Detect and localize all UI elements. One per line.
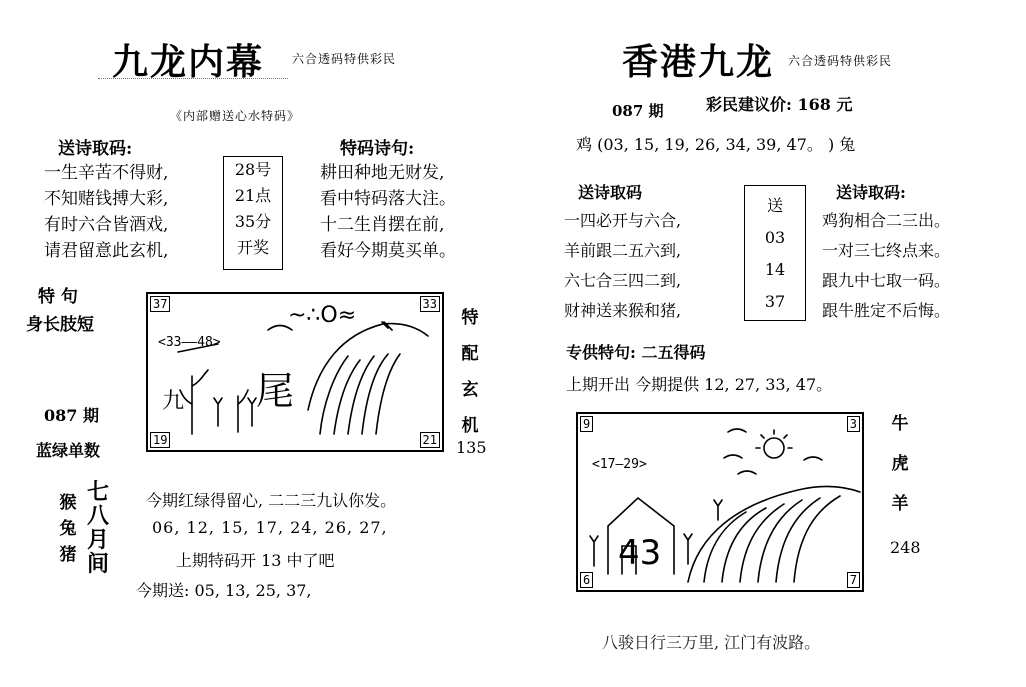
tail-char: 尾 xyxy=(256,369,295,413)
vertical-char: 牛 xyxy=(891,414,909,434)
poem-line: 羊前跟二五六到, xyxy=(564,241,682,260)
right-title: 香港九龙 xyxy=(622,41,775,83)
sketch-number: 43 xyxy=(618,533,662,573)
left-line3: 上期特码开 13 中了吧 xyxy=(176,551,335,570)
code-poem-head: 特码诗句: xyxy=(340,139,415,159)
draw-date: 28号 xyxy=(234,160,272,179)
gift-box xyxy=(744,185,806,321)
sketch-drawing xyxy=(148,294,442,450)
poem-line: 请君留意此玄机, xyxy=(44,241,169,261)
corner-tr: 3 xyxy=(847,416,860,432)
left-number: 135 xyxy=(456,438,487,457)
poem-line: 跟牛胜定不后悔。 xyxy=(822,301,951,320)
vertical-char: 虎 xyxy=(891,454,909,474)
right-poem-head-right: 送诗取码: xyxy=(836,183,906,202)
draw-hour: 21点 xyxy=(234,186,272,205)
poem-line: 跟九中七取一码。 xyxy=(822,271,951,290)
right-vertical-text xyxy=(890,404,910,524)
arrow-label: <33——48> xyxy=(158,335,221,350)
corner-br: 7 xyxy=(847,572,860,588)
month-col xyxy=(86,480,110,576)
code-poem xyxy=(320,160,456,264)
month-char: 间 xyxy=(86,551,109,577)
draw-minute: 35分 xyxy=(234,212,272,231)
right-price: 彩民建议价: 168 元 xyxy=(706,95,853,114)
vertical-char: 机 xyxy=(461,416,479,436)
gift-label: 送 xyxy=(766,196,783,215)
sun-sketch: ~∴O≈ xyxy=(288,303,357,328)
right-poem-right xyxy=(822,206,950,326)
poem-line: 六七合三四二到, xyxy=(564,271,682,290)
right-special: 专供特句: 二五得码 xyxy=(566,343,706,362)
left-poem xyxy=(44,160,168,264)
zodiac-col xyxy=(58,490,78,568)
right-picture xyxy=(576,412,864,592)
left-note: 《内部赠送心水特码》 xyxy=(170,109,301,123)
left-picture xyxy=(146,292,444,452)
poem-line: 有时六合皆酒戏, xyxy=(44,215,169,235)
poem-line: 鸡狗相合二三出。 xyxy=(822,211,951,230)
corner-tr: 33 xyxy=(420,296,440,312)
poem-line: 一生辛苦不得财, xyxy=(44,163,169,183)
left-period: 087 期 xyxy=(44,406,99,425)
poem-line: 十二生肖摆在前, xyxy=(320,215,445,235)
poem-line: 财神送来猴和猪, xyxy=(564,301,682,320)
draw-time-box xyxy=(223,156,283,270)
range-label: <17—29> xyxy=(592,457,647,472)
right-number: 248 xyxy=(890,538,921,557)
left-title: 九龙内幕 xyxy=(112,41,265,83)
corner-tl: 37 xyxy=(150,296,170,312)
right-last-line: 上期开出 今期提供 12, 27, 33, 47。 xyxy=(566,375,833,394)
zodiac-char: 兔 xyxy=(59,519,77,539)
zodiac-char: 猴 xyxy=(59,493,77,513)
corner-bl: 19 xyxy=(150,432,170,448)
gift-number: 37 xyxy=(764,292,786,311)
zodiac-char: 猪 xyxy=(59,545,77,565)
corner-tl: 9 xyxy=(580,416,593,432)
gift-number: 14 xyxy=(764,260,786,279)
sketch-drawing xyxy=(578,414,862,590)
vertical-char: 特 xyxy=(461,308,479,328)
divider xyxy=(98,78,288,79)
right-poem-left xyxy=(564,206,681,326)
poem-line: 看中特码落大注。 xyxy=(320,189,456,209)
vertical-char: 玄 xyxy=(461,380,479,400)
left-poem-head: 送诗取码: xyxy=(58,139,133,159)
poem-line: 一四必开与六合, xyxy=(564,211,682,230)
left-vertical-text xyxy=(460,300,480,444)
poem-line: 看好今期莫买单。 xyxy=(320,241,456,261)
special-text: 身长肢短 xyxy=(26,315,94,335)
corner-bl: 6 xyxy=(580,572,593,588)
left-line2: 06, 12, 15, 17, 24, 26, 27, xyxy=(152,518,388,537)
right-subtitle: 六合透码特供彩民 xyxy=(788,54,893,68)
special-label: 特 句 xyxy=(38,287,78,307)
footer-text: 八骏日行三万里, 江门有波路。 xyxy=(602,633,821,652)
poem-line: 一对三七终点来。 xyxy=(822,241,951,260)
chicken-line: 鸡 (03, 15, 19, 26, 34, 39, 47。 ) 兔 xyxy=(576,135,856,154)
left-line4: 今期送: 05, 13, 25, 37, xyxy=(136,581,312,600)
month-char: 八 xyxy=(86,503,109,529)
right-period: 087 期 xyxy=(612,102,664,120)
left-line1: 今期红绿得留心, 二二三九认你发。 xyxy=(146,491,397,510)
right-poem-head-left: 送诗取码 xyxy=(578,183,643,202)
vertical-char: 羊 xyxy=(891,494,909,514)
month-char: 月 xyxy=(86,527,109,553)
vertical-char: 配 xyxy=(461,344,479,364)
corner-br: 21 xyxy=(420,432,440,448)
poem-line: 不知赌钱搏大彩, xyxy=(44,189,169,209)
draw-label: 开奖 xyxy=(236,238,269,257)
poem-line: 耕田种地无财发, xyxy=(320,163,445,183)
gift-number: 03 xyxy=(764,228,786,247)
color-text: 蓝绿单数 xyxy=(36,441,101,460)
nine-char: 九 xyxy=(162,389,185,414)
left-subtitle: 六合透码特供彩民 xyxy=(292,52,397,66)
month-char: 七 xyxy=(86,479,109,505)
